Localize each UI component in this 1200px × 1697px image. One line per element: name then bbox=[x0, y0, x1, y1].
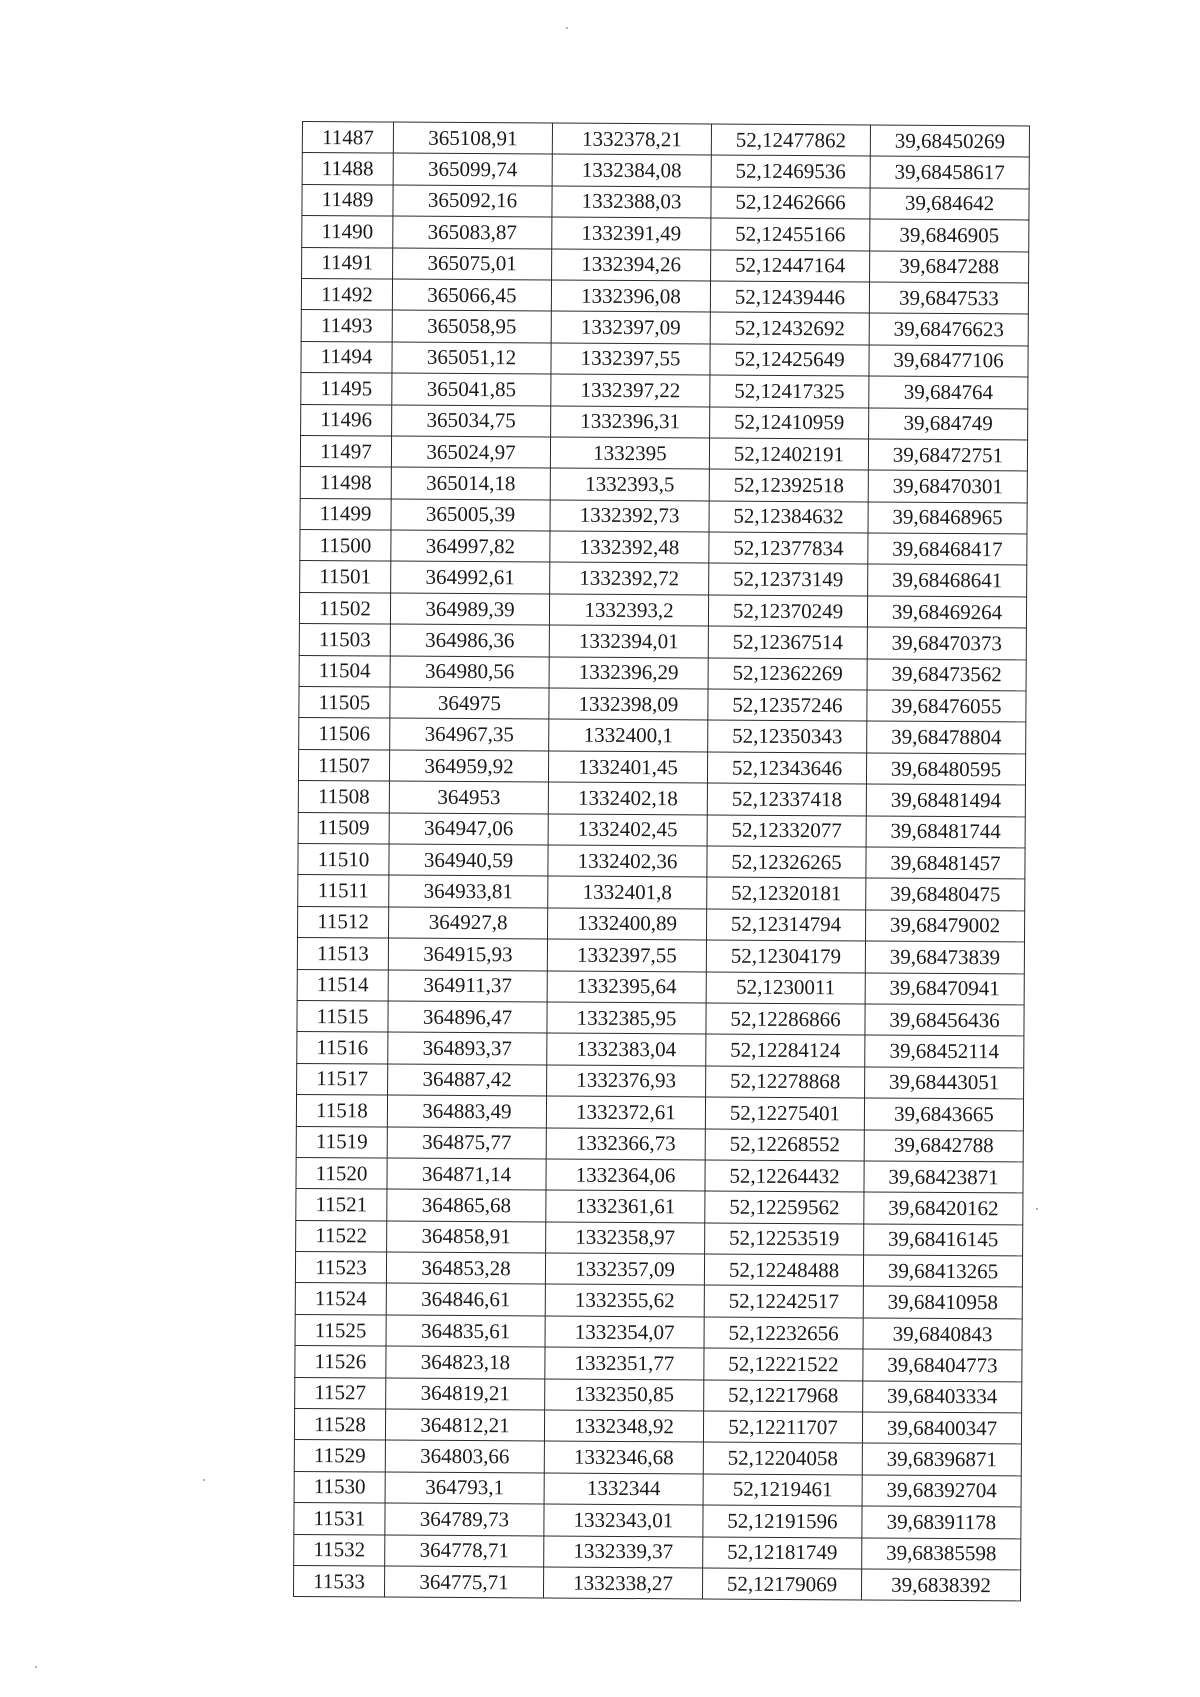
table-cell: 52,12286866 bbox=[706, 1003, 865, 1035]
table-cell: 364775,71 bbox=[384, 1566, 543, 1598]
table-cell: 52,12469536 bbox=[711, 155, 870, 187]
table-cell: 1332355,62 bbox=[545, 1284, 704, 1316]
table-cell: 364967,35 bbox=[390, 718, 549, 750]
table-cell: 11487 bbox=[302, 122, 393, 154]
table-row bbox=[300, 498, 1027, 534]
table-row bbox=[302, 247, 1029, 283]
table-cell: 1332397,09 bbox=[551, 311, 710, 343]
table-row bbox=[295, 1314, 1022, 1350]
table-row bbox=[297, 1000, 1024, 1036]
table-cell: 11506 bbox=[299, 718, 390, 750]
table-cell: 1332400,89 bbox=[548, 908, 707, 940]
table-cell: 11488 bbox=[302, 153, 393, 185]
table-cell: 1332396,29 bbox=[549, 657, 708, 689]
scan-speck bbox=[35, 1666, 37, 1668]
table-cell: 52,12232656 bbox=[704, 1317, 863, 1349]
table-cell: 1332339,37 bbox=[544, 1536, 703, 1568]
table-cell: 52,12211707 bbox=[703, 1411, 862, 1443]
table-cell: 11501 bbox=[300, 561, 391, 593]
table-cell: 39,68476623 bbox=[869, 313, 1028, 345]
table-cell: 11530 bbox=[294, 1471, 385, 1503]
table-cell: 39,68413265 bbox=[863, 1255, 1022, 1287]
table-cell: 11489 bbox=[302, 184, 393, 216]
table-cell: 52,1230011 bbox=[706, 972, 865, 1004]
table-cell: 52,12253519 bbox=[705, 1223, 864, 1255]
table-cell: 11494 bbox=[301, 341, 392, 373]
table-cell: 1332358,97 bbox=[546, 1222, 705, 1254]
table-cell: 364793,1 bbox=[385, 1472, 544, 1504]
table-cell: 39,68400347 bbox=[862, 1412, 1021, 1444]
table-cell: 52,12439446 bbox=[710, 281, 869, 313]
table-cell: 1332350,85 bbox=[545, 1379, 704, 1411]
table-row bbox=[302, 216, 1029, 252]
table-cell: 365051,12 bbox=[392, 342, 551, 374]
table-row bbox=[302, 153, 1029, 189]
table-row bbox=[300, 561, 1027, 597]
table-row bbox=[295, 1283, 1022, 1319]
table-cell: 52,12370249 bbox=[708, 595, 867, 627]
table-cell: 52,12337418 bbox=[707, 783, 866, 815]
table-cell: 365092,16 bbox=[393, 185, 552, 217]
table-cell: 1332402,18 bbox=[548, 782, 707, 814]
table-cell: 11528 bbox=[294, 1408, 385, 1440]
table-cell: 365014,18 bbox=[391, 467, 550, 499]
table-cell: 52,12191596 bbox=[703, 1505, 862, 1537]
table-cell: 39,68480595 bbox=[866, 753, 1025, 785]
table-cell: 1332384,08 bbox=[552, 154, 711, 186]
table-row bbox=[294, 1440, 1021, 1476]
table-cell: 52,12264432 bbox=[705, 1160, 864, 1192]
table-cell: 364980,56 bbox=[390, 656, 549, 688]
table-cell: 364947,06 bbox=[389, 813, 548, 845]
table-cell: 11514 bbox=[297, 969, 388, 1001]
table-row bbox=[297, 969, 1024, 1005]
table-cell: 39,68470301 bbox=[868, 470, 1027, 502]
table-cell: 11495 bbox=[301, 373, 392, 405]
table-cell: 52,12350343 bbox=[708, 720, 867, 752]
table-cell: 1332376,93 bbox=[547, 1065, 706, 1097]
table-cell: 39,68470941 bbox=[865, 973, 1024, 1005]
table-cell: 1332401,45 bbox=[548, 751, 707, 783]
table-row bbox=[296, 1157, 1023, 1193]
table-cell: 364887,42 bbox=[388, 1064, 547, 1096]
table-cell: 364789,73 bbox=[385, 1503, 544, 1535]
table-cell: 39,68473562 bbox=[867, 659, 1026, 691]
table-cell: 52,12275401 bbox=[705, 1097, 864, 1129]
table-cell: 39,68478804 bbox=[867, 721, 1026, 753]
table-row bbox=[301, 310, 1028, 346]
table-cell: 364875,77 bbox=[387, 1127, 546, 1159]
table-cell: 365099,74 bbox=[393, 153, 552, 185]
table-cell: 52,12373149 bbox=[709, 563, 868, 595]
table-cell: 364835,61 bbox=[386, 1315, 545, 1347]
table-row bbox=[298, 812, 1025, 848]
table-cell: 1332394,01 bbox=[549, 625, 708, 657]
table-cell: 11529 bbox=[294, 1440, 385, 1472]
table-cell: 364992,61 bbox=[391, 562, 550, 594]
table-cell: 52,12332077 bbox=[707, 815, 866, 847]
table-cell: 52,12455166 bbox=[711, 218, 870, 250]
table-cell: 52,12217968 bbox=[704, 1380, 863, 1412]
table-cell: 11499 bbox=[300, 498, 391, 530]
coordinates-table bbox=[293, 121, 1030, 1602]
table-cell: 39,68423871 bbox=[864, 1161, 1023, 1193]
table-cell: 364819,21 bbox=[386, 1378, 545, 1410]
table-cell: 39,68477106 bbox=[869, 345, 1028, 377]
table-cell: 39,68410958 bbox=[863, 1286, 1022, 1318]
table-cell: 52,12221522 bbox=[704, 1348, 863, 1380]
table-cell: 11531 bbox=[294, 1503, 385, 1535]
table-cell: 11533 bbox=[293, 1565, 384, 1597]
table-cell: 1332364,06 bbox=[546, 1159, 705, 1191]
table-cell: 365075,01 bbox=[393, 248, 552, 280]
table-cell: 39,68481494 bbox=[866, 784, 1025, 816]
table-cell: 1332393,5 bbox=[550, 468, 709, 500]
table-cell: 11492 bbox=[301, 278, 392, 310]
table-cell: 1332401,8 bbox=[548, 876, 707, 908]
table-cell: 365024,97 bbox=[391, 436, 550, 468]
table-cell: 11524 bbox=[295, 1283, 386, 1315]
table-cell: 52,12343646 bbox=[707, 752, 866, 784]
table-cell: 52,12425649 bbox=[710, 344, 869, 376]
table-cell: 11490 bbox=[302, 216, 393, 248]
table-cell: 11513 bbox=[297, 938, 388, 970]
table-row bbox=[301, 404, 1028, 440]
table-cell: 364883,49 bbox=[387, 1095, 546, 1127]
table-cell: 11521 bbox=[296, 1189, 387, 1221]
table-cell: 11510 bbox=[298, 843, 389, 875]
table-row bbox=[299, 592, 1026, 628]
table-cell: 1332346,68 bbox=[544, 1441, 703, 1473]
table-row bbox=[300, 435, 1027, 471]
table-cell: 1332397,22 bbox=[551, 374, 710, 406]
table-cell: 1332343,01 bbox=[544, 1504, 703, 1536]
table-cell: 39,6847288 bbox=[870, 251, 1029, 283]
table-cell: 11500 bbox=[300, 530, 391, 562]
table-cell: 1332385,95 bbox=[547, 1002, 706, 1034]
table-cell: 39,68472751 bbox=[868, 439, 1027, 471]
table-row bbox=[295, 1346, 1022, 1382]
table-row bbox=[299, 655, 1026, 691]
table-cell: 1332402,36 bbox=[548, 845, 707, 877]
table-row bbox=[294, 1471, 1021, 1507]
table-cell: 39,68420162 bbox=[864, 1192, 1023, 1224]
table-cell: 39,68456436 bbox=[865, 1004, 1024, 1036]
table-cell: 364989,39 bbox=[390, 593, 549, 625]
table-row bbox=[293, 1565, 1020, 1601]
table-cell: 1332372,61 bbox=[546, 1096, 705, 1128]
table-cell: 52,12384632 bbox=[709, 501, 868, 533]
table-cell: 1332400,1 bbox=[549, 719, 708, 751]
table-cell: 52,12204058 bbox=[703, 1442, 862, 1474]
table-cell: 52,12181749 bbox=[703, 1537, 862, 1569]
table-cell: 364927,8 bbox=[389, 907, 548, 939]
table-cell: 364915,93 bbox=[388, 938, 547, 970]
table-cell: 364959,92 bbox=[389, 750, 548, 782]
table-cell: 52,12314794 bbox=[707, 909, 866, 941]
table-cell: 11522 bbox=[296, 1220, 387, 1252]
table-row bbox=[294, 1408, 1021, 1444]
table-cell: 52,12179069 bbox=[702, 1568, 861, 1600]
table-cell: 11518 bbox=[296, 1095, 387, 1127]
table-cell: 364997,82 bbox=[391, 530, 550, 562]
table-cell: 364975 bbox=[390, 687, 549, 719]
table-row bbox=[296, 1220, 1023, 1256]
table-cell: 11491 bbox=[302, 247, 393, 279]
table-cell: 52,12278868 bbox=[706, 1066, 865, 1098]
table-cell: 11515 bbox=[297, 1000, 388, 1032]
scan-speck bbox=[1036, 1208, 1038, 1210]
table-cell: 11520 bbox=[296, 1157, 387, 1189]
table-cell: 365083,87 bbox=[393, 216, 552, 248]
table-cell: 11498 bbox=[300, 467, 391, 499]
table-cell: 39,68481744 bbox=[866, 816, 1025, 848]
table-cell: 39,68479002 bbox=[866, 910, 1025, 942]
table-cell: 11509 bbox=[298, 812, 389, 844]
table-cell: 52,12392518 bbox=[709, 469, 868, 501]
table-cell: 364986,36 bbox=[390, 624, 549, 656]
table-cell: 11508 bbox=[298, 781, 389, 813]
table-cell: 39,68468641 bbox=[868, 564, 1027, 596]
table-cell: 365005,39 bbox=[391, 499, 550, 531]
table-cell: 364823,18 bbox=[386, 1346, 545, 1378]
table-cell: 364871,14 bbox=[387, 1158, 546, 1190]
table-row bbox=[296, 1095, 1023, 1131]
table-cell: 39,68473839 bbox=[865, 941, 1024, 973]
table-row bbox=[296, 1126, 1023, 1162]
table-cell: 365034,75 bbox=[392, 405, 551, 437]
table-cell: 11497 bbox=[300, 435, 391, 467]
table-cell: 52,12259562 bbox=[705, 1191, 864, 1223]
table-cell: 52,12367514 bbox=[708, 626, 867, 658]
table-cell: 1332348,92 bbox=[544, 1410, 703, 1442]
table-row bbox=[298, 749, 1025, 785]
table-row bbox=[295, 1377, 1022, 1413]
table-cell: 1332392,48 bbox=[550, 531, 709, 563]
table-cell: 1332391,49 bbox=[552, 217, 711, 249]
table-cell: 365066,45 bbox=[392, 279, 551, 311]
table-cell: 39,68403334 bbox=[863, 1381, 1022, 1413]
table-cell: 364911,37 bbox=[388, 970, 547, 1002]
table-cell: 1332398,09 bbox=[549, 688, 708, 720]
table-cell: 39,6846905 bbox=[870, 219, 1029, 251]
table-cell: 52,12248488 bbox=[704, 1254, 863, 1286]
table-cell: 39,6838392 bbox=[861, 1569, 1020, 1601]
table-cell: 52,12304179 bbox=[706, 940, 865, 972]
table-cell: 1332351,77 bbox=[545, 1347, 704, 1379]
table-row bbox=[294, 1503, 1021, 1539]
table-cell: 39,68476055 bbox=[867, 690, 1026, 722]
table-cell: 39,6843665 bbox=[864, 1098, 1023, 1130]
table-cell: 364933,81 bbox=[389, 875, 548, 907]
table-cell: 39,684642 bbox=[870, 188, 1029, 220]
table-cell: 1332383,04 bbox=[547, 1033, 706, 1065]
table-cell: 364846,61 bbox=[386, 1283, 545, 1315]
table-cell: 39,68481457 bbox=[866, 847, 1025, 879]
table-cell: 39,68468417 bbox=[868, 533, 1027, 565]
table-cell: 39,68443051 bbox=[865, 1067, 1024, 1099]
table-row bbox=[297, 938, 1024, 974]
table-row bbox=[302, 122, 1029, 158]
table-cell: 11525 bbox=[295, 1314, 386, 1346]
table-row bbox=[298, 781, 1025, 817]
table-cell: 39,6847533 bbox=[869, 282, 1028, 314]
table-cell: 11532 bbox=[294, 1534, 385, 1566]
table-cell: 1332361,61 bbox=[546, 1190, 705, 1222]
scan-speck bbox=[566, 27, 568, 29]
table-cell: 1332357,09 bbox=[545, 1253, 704, 1285]
table-cell: 1332338,27 bbox=[543, 1567, 702, 1599]
table-cell: 1332393,2 bbox=[549, 594, 708, 626]
table-cell: 52,12447164 bbox=[711, 250, 870, 282]
table-cell: 1332388,03 bbox=[552, 186, 711, 218]
table-cell: 364896,47 bbox=[388, 1001, 547, 1033]
table-cell: 1332392,73 bbox=[550, 500, 709, 532]
table-cell: 39,68392704 bbox=[862, 1475, 1021, 1507]
table-cell: 11493 bbox=[301, 310, 392, 342]
table-cell: 52,12362269 bbox=[708, 658, 867, 690]
table-cell: 11496 bbox=[301, 404, 392, 436]
table-cell: 1332395 bbox=[550, 437, 709, 469]
table-cell: 1332397,55 bbox=[547, 939, 706, 971]
table-row bbox=[298, 906, 1025, 942]
table-cell: 11512 bbox=[298, 906, 389, 938]
table-row bbox=[300, 467, 1027, 503]
table-cell: 1332397,55 bbox=[551, 343, 710, 375]
table-cell: 1332344 bbox=[544, 1473, 703, 1505]
table-cell: 364858,91 bbox=[387, 1221, 546, 1253]
table-cell: 11505 bbox=[299, 687, 390, 719]
table-cell: 11523 bbox=[295, 1252, 386, 1284]
table-cell: 39,68468965 bbox=[868, 502, 1027, 534]
table-row bbox=[301, 373, 1028, 409]
table-cell: 1332378,21 bbox=[552, 123, 711, 155]
table-row bbox=[296, 1189, 1023, 1225]
table-cell: 39,68396871 bbox=[862, 1443, 1021, 1475]
table-cell: 364803,66 bbox=[385, 1440, 544, 1472]
table-cell: 1332395,64 bbox=[547, 971, 706, 1003]
table-cell: 1332396,31 bbox=[551, 406, 710, 438]
table-cell: 39,68469264 bbox=[867, 596, 1026, 628]
table-cell: 365058,95 bbox=[392, 310, 551, 342]
table-cell: 11504 bbox=[299, 655, 390, 687]
table-row bbox=[297, 1063, 1024, 1099]
table-cell: 39,6840843 bbox=[863, 1318, 1022, 1350]
table-row bbox=[300, 530, 1027, 566]
table-cell: 1332392,72 bbox=[550, 562, 709, 594]
table-cell: 52,12417325 bbox=[710, 375, 869, 407]
table-row bbox=[301, 278, 1028, 314]
table-cell: 1332394,26 bbox=[552, 249, 711, 281]
table-cell: 364893,37 bbox=[388, 1032, 547, 1064]
table-row bbox=[298, 843, 1025, 879]
table-cell: 39,68391178 bbox=[862, 1506, 1021, 1538]
table-row bbox=[294, 1534, 1021, 1570]
table-cell: 39,68416145 bbox=[864, 1224, 1023, 1256]
table-cell: 11503 bbox=[299, 624, 390, 656]
table-cell: 1332402,45 bbox=[548, 814, 707, 846]
table-row bbox=[298, 875, 1025, 911]
table-cell: 364853,28 bbox=[386, 1252, 545, 1284]
table-cell: 52,12268552 bbox=[705, 1128, 864, 1160]
table-row bbox=[301, 341, 1028, 377]
table-cell: 52,12402191 bbox=[709, 438, 868, 470]
table-cell: 52,12432692 bbox=[710, 312, 869, 344]
table-cell: 39,684764 bbox=[869, 376, 1028, 408]
table-cell: 52,12410959 bbox=[710, 407, 869, 439]
table-cell: 52,12320181 bbox=[707, 877, 866, 909]
table-row bbox=[297, 1032, 1024, 1068]
table-cell: 39,68458617 bbox=[870, 156, 1029, 188]
table-row bbox=[299, 718, 1026, 754]
table-cell: 52,12462666 bbox=[711, 187, 870, 219]
table-cell: 39,68385598 bbox=[862, 1538, 1021, 1570]
table-cell: 52,12284124 bbox=[706, 1034, 865, 1066]
table-cell: 11527 bbox=[295, 1377, 386, 1409]
table-row bbox=[299, 687, 1026, 723]
table-cell: 364940,59 bbox=[389, 844, 548, 876]
scan-speck bbox=[203, 1479, 205, 1481]
table-cell: 39,68480475 bbox=[866, 878, 1025, 910]
table-cell: 39,68450269 bbox=[870, 125, 1029, 157]
table-cell: 39,6842788 bbox=[864, 1129, 1023, 1161]
table-cell: 39,68470373 bbox=[867, 627, 1026, 659]
table-row bbox=[299, 624, 1026, 660]
table-cell: 52,12242517 bbox=[704, 1285, 863, 1317]
table-cell: 364953 bbox=[389, 781, 548, 813]
table-cell: 11516 bbox=[297, 1032, 388, 1064]
table-cell: 364778,71 bbox=[385, 1535, 544, 1567]
table-cell: 11526 bbox=[295, 1346, 386, 1378]
table-cell: 364865,68 bbox=[387, 1189, 546, 1221]
table-cell: 11519 bbox=[296, 1126, 387, 1158]
table-row bbox=[295, 1252, 1022, 1288]
table-cell: 11511 bbox=[298, 875, 389, 907]
table-cell: 39,68452114 bbox=[865, 1035, 1024, 1067]
coordinates-table-body bbox=[293, 122, 1029, 1602]
table-cell: 365108,91 bbox=[393, 122, 552, 154]
table-cell: 11502 bbox=[299, 592, 390, 624]
table-cell: 1332354,07 bbox=[545, 1316, 704, 1348]
table-cell: 364812,21 bbox=[385, 1409, 544, 1441]
table-cell: 11507 bbox=[298, 749, 389, 781]
table-cell: 1332366,73 bbox=[546, 1128, 705, 1160]
table-cell: 52,12326265 bbox=[707, 846, 866, 878]
table-cell: 11517 bbox=[297, 1063, 388, 1095]
table-row bbox=[302, 184, 1029, 220]
table-cell: 365041,85 bbox=[392, 373, 551, 405]
table-cell: 39,68404773 bbox=[863, 1349, 1022, 1381]
table-cell: 52,12357246 bbox=[708, 689, 867, 721]
table-cell: 52,1219461 bbox=[703, 1474, 862, 1506]
table-cell: 52,12377834 bbox=[709, 532, 868, 564]
table-cell: 1332396,08 bbox=[551, 280, 710, 312]
table-cell: 39,684749 bbox=[869, 407, 1028, 439]
table-cell: 52,12477862 bbox=[711, 124, 870, 156]
